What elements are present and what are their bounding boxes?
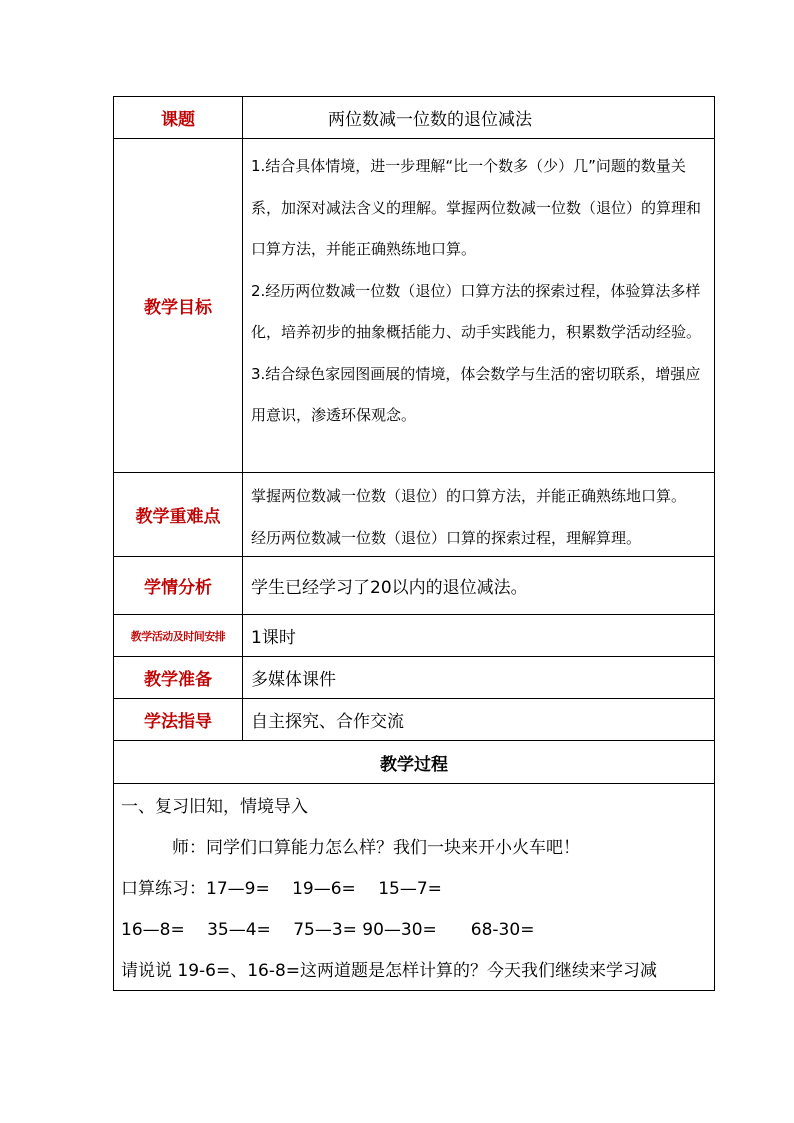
process-heading: 教学过程 xyxy=(380,754,448,775)
topic-value: 两位数减一位数的退位减法 xyxy=(328,110,532,130)
process-line-1: 一、复习旧知，情境导入 xyxy=(121,797,308,817)
process-row xyxy=(114,784,714,990)
objective-3: 3.结合绿色家园图画展的情境，体会数学与生活的密切联系，增强应用意识，渗透环保观念。 xyxy=(251,364,701,424)
process-content xyxy=(114,784,714,995)
analysis-value: 学生已经学习了20以内的退位减法。 xyxy=(251,578,528,598)
keypoint-1: 掌握两位数减一位数（退位）的口算方法，并能正确熟练地口算。 xyxy=(251,487,687,505)
time-row xyxy=(114,615,714,657)
process-line-4: 16—8= 35—4= 75—3= 90—30= 68-30= xyxy=(121,920,535,940)
process-line-3: 口算练习：17—9= 19—6= 15—7= xyxy=(121,879,442,899)
analysis-row xyxy=(114,557,714,615)
process-line-5: 请说说 19-6=、16-8=这两道题是怎样计算的？今天我们继续来学习减 xyxy=(121,961,658,981)
topic-row xyxy=(114,97,714,139)
keypoints-row xyxy=(114,473,714,557)
process-heading-row xyxy=(114,741,714,784)
keypoints-label: 教学重难点 xyxy=(114,473,243,556)
objectives-content xyxy=(243,139,714,437)
guide-label: 学法指导 xyxy=(114,699,243,740)
prep-value: 多媒体课件 xyxy=(251,670,336,690)
keypoints-content xyxy=(243,473,714,559)
objectives-row xyxy=(114,139,714,473)
keypoint-2: 经历两位数减一位数（退位）口算的探索过程，理解算理。 xyxy=(251,529,642,547)
time-value: 1课时 xyxy=(251,628,296,648)
topic-label: 课题 xyxy=(114,97,243,138)
time-label: 教学活动及时间安排 xyxy=(114,615,243,656)
guide-value: 自主探究、合作交流 xyxy=(251,712,404,732)
prep-row xyxy=(114,657,714,699)
prep-label: 教学准备 xyxy=(114,657,243,698)
objective-1: 1.结合具体情境，进一步理解“比一个数多（少）几”问题的数量关系，加深对减法含义的理解。掌握两位数减一位数（退位）的算理和口算方法，并能正确熟练地口算。 xyxy=(251,157,702,258)
analysis-label: 学情分析 xyxy=(114,557,243,614)
objectives-label: 教学目标 xyxy=(114,139,243,472)
objective-2: 2.经历两位数减一位数（退位）口算方法的探索过程，体验算法多样化，培养初步的抽象概括能力、动手实践能力，积累数学活动经验。 xyxy=(251,281,702,341)
process-line-2: 师：同学们口算能力怎么样？我们一块来开小火车吧！ xyxy=(121,838,580,858)
guide-row xyxy=(114,699,714,741)
lesson-plan-table xyxy=(113,96,715,991)
